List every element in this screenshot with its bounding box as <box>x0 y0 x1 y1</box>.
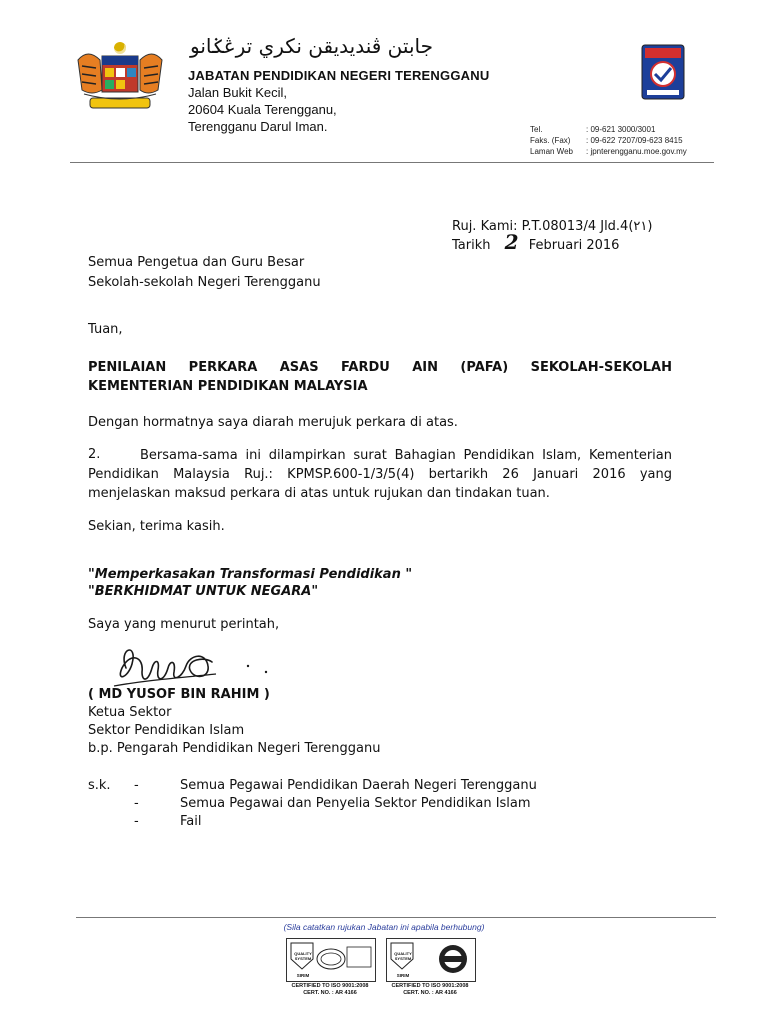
sign-off: Saya yang menurut perintah, <box>88 617 280 632</box>
cert-line-1: CERTIFIED TO ISO 9001:2008 <box>291 983 369 989</box>
address-line: 20604 Kuala Terengganu, <box>188 102 337 117</box>
cc-item: Semua Pegawai dan Penyelia Sektor Pendidikan Islam <box>180 796 531 811</box>
contact-value: : jpnterengganu.moe.gov.my <box>586 147 687 156</box>
jawi-title: جابتن ڤنديديقن نكري ترڠݢانو <box>190 34 433 58</box>
cert-line-2: CERT. NO. : AR 4166 <box>403 990 457 996</box>
cc-bullet: - <box>134 778 139 793</box>
cc-list <box>134 777 537 831</box>
cc-bullet: - <box>134 814 139 829</box>
contact-label: Faks. (Fax) <box>530 136 571 145</box>
signatory-title: Sektor Pendidikan Islam <box>88 723 245 738</box>
signatory-name: ( MD YUSOF BIN RAHIM ) <box>88 687 270 702</box>
motto-line-2 <box>88 583 318 601</box>
signatory-title: b.p. Pengarah Pendidikan Negeri Terengganu <box>88 741 381 756</box>
org-name: JABATAN PENDIDIKAN NEGERI TERENGGANU <box>188 68 490 83</box>
certification-badge <box>386 938 474 996</box>
reference-line <box>452 218 652 236</box>
paragraph-2: Bersama-sama ini dilampirkan surat Bahagian Pendidikan Islam, Kementerian Pendidikan Malaysia Ruj.: KPMSP.600-1/3/5(4) bertarikh 26 Januari 2016 yang menjelaskan maksud perkara di atas untuk rujukan dan tindakan tuan. <box>88 448 672 501</box>
paragraph-1: Dengan hormatnya saya diarah merujuk perkara di atas. <box>88 415 458 430</box>
address-line: Terengganu Darul Iman. <box>188 119 328 134</box>
date-value: Februari 2016 <box>528 238 620 253</box>
salutation: Tuan, <box>88 322 123 337</box>
department-emblem-logo <box>641 44 685 100</box>
date-handwritten: 2 <box>504 230 519 254</box>
motto-line-1 <box>88 566 412 584</box>
cc-item: Fail <box>180 814 202 829</box>
cert-mark-text: SIRIM <box>296 973 310 978</box>
cert-badge-text: QUALITY SYSTEM <box>394 951 412 961</box>
reference-close: ) <box>647 219 653 234</box>
contact-table <box>530 124 691 157</box>
signatory-title: Ketua Sektor <box>88 705 172 720</box>
address-line: Jalan Bukit Kecil, <box>188 85 287 100</box>
cc-bullet: - <box>134 796 139 811</box>
cert-line-1: CERTIFIED TO ISO 9001:2008 <box>391 983 469 989</box>
list-item <box>134 813 537 831</box>
list-item <box>134 795 537 813</box>
reference-handwritten: ٢١ <box>633 219 648 234</box>
cert-line-2: CERT. NO. : AR 4166 <box>303 990 357 996</box>
cert-logo-frame <box>386 938 476 982</box>
date-line <box>452 230 620 255</box>
cc-label: s.k. <box>88 778 111 793</box>
paragraph-2-number: 2. <box>88 447 101 462</box>
cc-item: Semua Pegawai Pendidikan Daerah Negeri Terengganu <box>180 778 537 793</box>
reference-number: Ruj. Kami: P.T.08013/4 Jld.4( <box>452 219 634 234</box>
address-block <box>188 84 337 135</box>
subject-heading: PENILAIAN PERKARA ASAS FARDU AIN (PAFA) SEKOLAH-SEKOLAH KEMENTERIAN PENDIDIKAN MALAYSIA <box>88 360 672 394</box>
header-divider <box>70 162 714 163</box>
cert-badge-text: QUALITY SYSTEM <box>294 951 312 961</box>
date-label: Tarikh <box>452 238 491 253</box>
cert-mark-text: SIRIM <box>396 973 410 978</box>
contact-label: Tel. <box>530 125 543 134</box>
contact-value: : 09-622 7207/09-623 8415 <box>586 136 683 145</box>
cert-logo-frame <box>286 938 376 982</box>
motto-text-1: "Memperkasakan Transformasi Pendidikan " <box>88 567 413 582</box>
certification-badge <box>286 938 374 996</box>
recipient-line: Semua Pengetua dan Guru Besar <box>88 255 305 270</box>
closing-text: Sekian, terima kasih. <box>88 519 225 534</box>
contact-label: Laman Web <box>530 147 573 156</box>
contact-value: : 09-621 3000/3001 <box>586 125 656 134</box>
footer-divider <box>76 917 716 918</box>
recipient-block <box>88 254 321 292</box>
list-item <box>134 777 537 795</box>
recipient-line: Sekolah-sekolah Negeri Terengganu <box>88 275 321 290</box>
footer-note: (Sila catatkan rujukan Jabatan ini apabila berhubung) <box>283 922 485 932</box>
signatory-block <box>88 686 380 758</box>
coat-of-arms-logo <box>70 38 170 118</box>
motto-text-2: "BERKHIDMAT UNTUK NEGARA" <box>88 584 319 599</box>
